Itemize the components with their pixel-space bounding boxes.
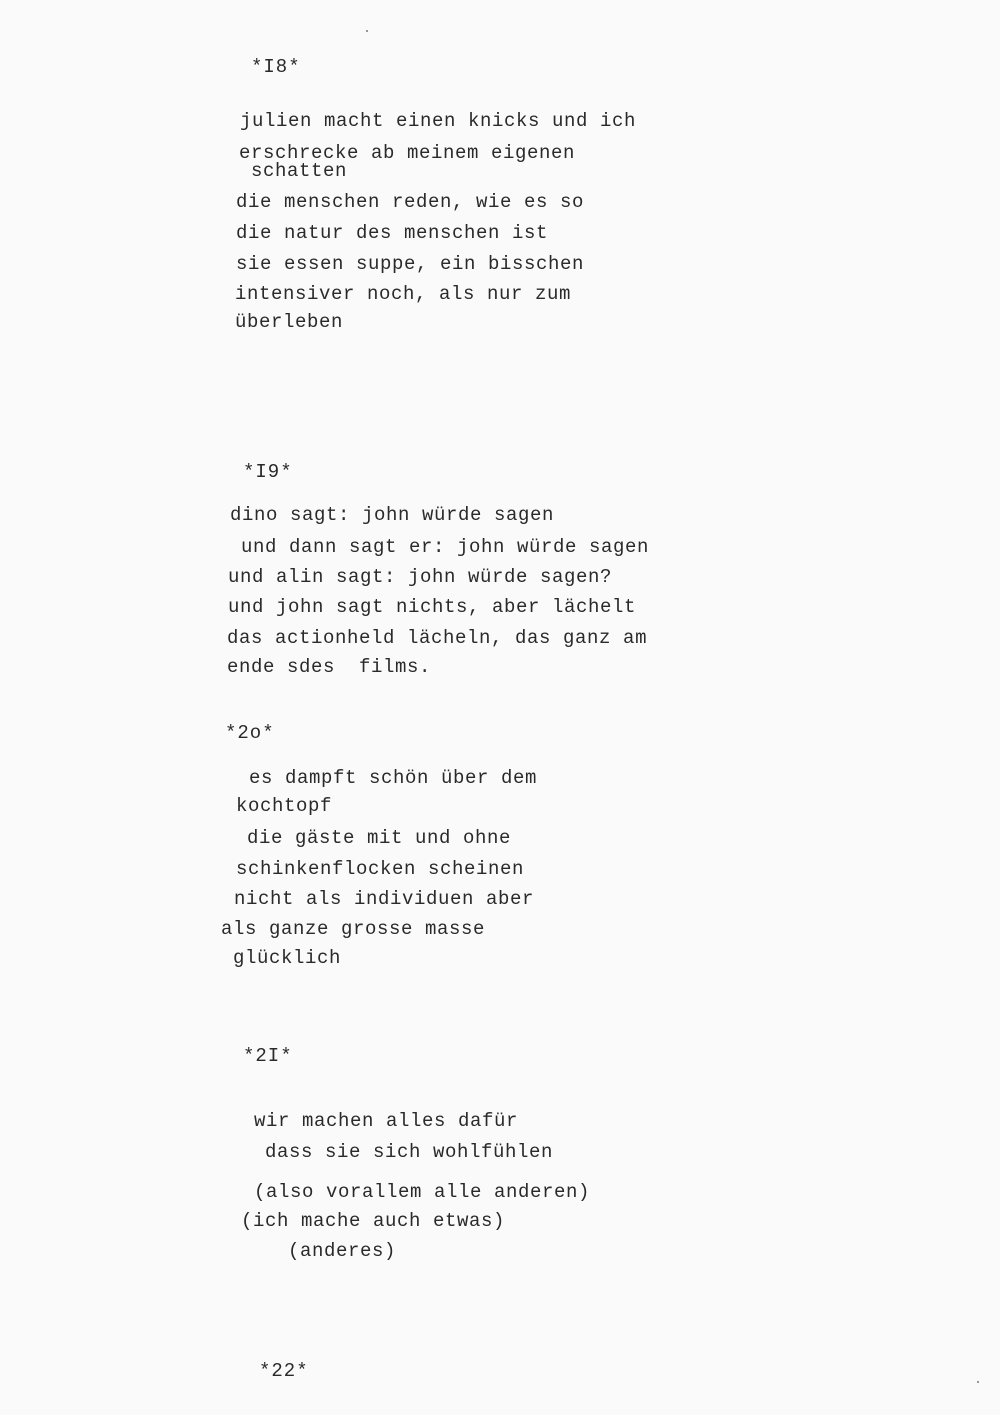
- poem-line: überleben: [235, 311, 344, 333]
- paper-speck: [977, 1381, 979, 1383]
- poem-line: (ich mache auch etwas): [241, 1210, 506, 1232]
- poem-line: als ganze grosse masse: [221, 918, 486, 940]
- poem-line: dass sie sich wohlfühlen: [265, 1141, 554, 1163]
- poem-line: die gäste mit und ohne: [247, 827, 512, 849]
- poem-number: *2o*: [225, 722, 275, 744]
- poem-line: schatten: [251, 160, 348, 182]
- poem-line: sie essen suppe, ein bisschen: [236, 253, 585, 275]
- poem-line: es dampft schön über dem: [249, 767, 538, 789]
- poem-line: (also vorallem alle anderen): [254, 1181, 591, 1203]
- poem-line: die menschen reden, wie es so: [236, 191, 585, 213]
- poem-line: glücklich: [233, 947, 342, 969]
- poem-line: (anderes): [288, 1240, 397, 1262]
- poem-line: und dann sagt er: john würde sagen: [241, 536, 650, 558]
- paper-speck: [366, 30, 368, 32]
- poem-line: nicht als individuen aber: [234, 888, 535, 910]
- poem-number: *2I*: [243, 1045, 293, 1067]
- poem-line: julien macht einen knicks und ich: [240, 110, 637, 132]
- poem-line: die natur des menschen ist: [236, 222, 549, 244]
- poem-line: intensiver noch, als nur zum: [235, 283, 572, 305]
- poem-number: *I8*: [251, 56, 301, 78]
- poem-number: *22*: [259, 1360, 309, 1382]
- poem-line: schinkenflocken scheinen: [236, 858, 525, 880]
- poem-line: erschrecke ab meinem eigenen: [239, 142, 576, 164]
- poem-line: ende sdes films.: [227, 656, 432, 678]
- poem-line: kochtopf: [236, 795, 333, 817]
- poem-line: und alin sagt: john würde sagen?: [228, 566, 613, 588]
- poem-line: das actionheld lächeln, das ganz am: [227, 627, 648, 649]
- poem-line: dino sagt: john würde sagen: [230, 504, 555, 526]
- poem-line: wir machen alles dafür: [254, 1110, 519, 1132]
- poem-number: *I9*: [243, 461, 293, 483]
- poem-line: und john sagt nichts, aber lächelt: [228, 596, 637, 618]
